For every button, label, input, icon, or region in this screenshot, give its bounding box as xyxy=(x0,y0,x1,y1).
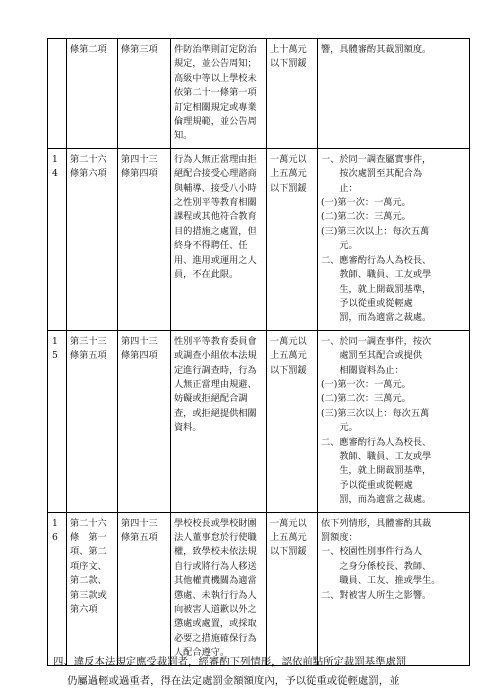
cell-text-line: 目的措施之處置，但 xyxy=(174,225,257,237)
violation-description-cell xyxy=(171,512,267,665)
cell-text-line: 妨礙或拒絕配合調 xyxy=(174,393,248,405)
cell-text-line: (二)第二次：三萬元。 xyxy=(321,211,411,223)
cell-text-line: 性別平等教育委員會 xyxy=(174,335,257,347)
cell-text-line: 第二十六 xyxy=(70,153,107,165)
cell-text-line: 以下罰鍰 xyxy=(270,58,307,70)
cell-text-line: 一、於同一調查屬實事件， xyxy=(321,153,432,165)
cell-text-line: 罰，而為適當之裁處。 xyxy=(321,312,432,324)
cell-text-line: (一)第一次：一萬元。 xyxy=(321,197,411,209)
article-cell xyxy=(67,39,118,149)
paragraph-four xyxy=(53,653,471,691)
cell-text-line: 第四十三 xyxy=(121,153,158,165)
cell-text-line: 以下罰鍰 xyxy=(270,546,307,558)
cell-text-line: 條第五項 xyxy=(70,350,107,362)
cell-text-line: (三)第三次以上：每次五萬 xyxy=(321,225,430,237)
cell-text-line: 一、校園性別事件行為人 xyxy=(321,546,423,558)
cell-text-line: 員，不在此限。 xyxy=(174,269,239,281)
cell-text-line: 予以從重或從輕處 xyxy=(321,297,413,309)
cell-text-line: 一萬元以 xyxy=(270,153,307,165)
cell-text-line: 條第六項 xyxy=(70,168,107,180)
cell-text-line: 上五萬元 xyxy=(270,532,307,543)
fine-amount-cell xyxy=(267,512,318,665)
penalty-table xyxy=(47,38,470,666)
table-row xyxy=(48,39,470,149)
cell-text-line: 上五萬元 xyxy=(270,168,307,180)
cell-text-line: 一萬元以 xyxy=(270,517,307,529)
violation-description-cell xyxy=(171,148,267,330)
cell-text-line: 第四十三 xyxy=(121,335,158,347)
table-row xyxy=(48,330,470,512)
cell-text-line: 資料。 xyxy=(174,422,202,434)
cell-text-line: 項、第二 xyxy=(70,546,107,558)
cell-text-line: 終身不得聘任、任 xyxy=(174,240,248,252)
cell-text-line: 人無正當理由規避、 xyxy=(174,378,257,390)
cell-text-line: 教師、職員、工友或學 xyxy=(321,269,432,281)
cell-text-line: 與輔導、接受八小時 xyxy=(174,182,257,194)
reference-cell xyxy=(118,330,171,512)
paragraph-line-2: 仍屬過輕或過重者，得在法定處罰金額額度內，予以從重或從輕處罰，並 xyxy=(67,675,400,687)
cell-text-line: 二、應審酌行為人為校長、 xyxy=(321,436,432,448)
cell-text-line: 上五萬元 xyxy=(270,350,307,362)
cell-text-line: 必要之措施確保行為 xyxy=(174,632,257,644)
cell-text-line: 上十萬元 xyxy=(270,44,307,55)
fine-amount-cell xyxy=(267,148,318,330)
cell-text-line: 條第三項 xyxy=(121,44,158,55)
cell-text-line: 第四十三 xyxy=(121,517,158,529)
cell-text-line: 規定，並公告周知； xyxy=(174,58,257,70)
cell-text-line: 第六項 xyxy=(70,604,98,616)
fine-amount-cell xyxy=(267,330,318,512)
reference-cell xyxy=(118,512,171,665)
article-cell xyxy=(67,512,118,665)
cell-text-line: 響，具體審酌其裁罰額度。 xyxy=(321,44,432,55)
cell-text-line: 懲處或處置，或採取 xyxy=(174,618,257,630)
cell-text-line: 止： xyxy=(321,182,358,194)
cell-text-line: 用、進用或運用之人 xyxy=(174,254,257,266)
cell-text-line: 元。 xyxy=(321,240,358,252)
cell-text-line: 其他權責機關為適當 xyxy=(174,575,257,587)
cell-text-line: 相關資料為止： xyxy=(321,364,404,376)
cell-text-line: 或調查小組依本法規 xyxy=(174,350,257,362)
cell-text-line: 向被害人道歉以外之 xyxy=(174,604,257,616)
cell-text-line: 定進行調查時，行為 xyxy=(174,364,257,376)
cell-text-line: 懲處、未執行行為人 xyxy=(174,589,257,601)
cell-text-line: 查，或拒絕提供相關 xyxy=(174,407,257,419)
cell-text-line: 訂定相關規定或專業 xyxy=(174,101,257,113)
cell-text-line: 條第五項 xyxy=(121,532,158,543)
cell-text-line: 高級中等以上學校未 xyxy=(174,72,257,84)
cell-text-line: 職員、工友、推或學生。 xyxy=(321,575,441,587)
cell-text-line: 絕配合接受心理諮商 xyxy=(174,168,257,180)
cell-text-line: 予以從重或從輕處 xyxy=(321,479,413,491)
cell-text-line: 以下罰鍰 xyxy=(270,364,307,376)
cell-text-line: 之身分係校長、教師、 xyxy=(321,560,432,572)
cell-text-line: 條第四項 xyxy=(121,168,158,180)
cell-text-line: 一萬元以 xyxy=(270,335,307,347)
cell-text-line: 生，就上開裁罰基準， xyxy=(321,283,432,295)
penalty-table-body xyxy=(48,39,470,666)
row-number-cell: 14 xyxy=(48,148,67,330)
cell-text-line: 二、應審酌行為人為校長、 xyxy=(321,254,432,266)
table-row xyxy=(48,512,470,665)
cell-text-line: 元。 xyxy=(321,422,358,434)
article-cell xyxy=(67,330,118,512)
cell-text-line: 一、於同一調查事件，按次 xyxy=(321,335,432,347)
paragraph-line-1: 四、違反本法規定應受裁罰者，經審酌下列情形，認依前點所定裁罰基準處罰 xyxy=(53,656,407,668)
row-number-cell xyxy=(48,39,67,149)
cell-text-line: 按次處罰至其配合為 xyxy=(321,168,423,180)
cell-text-line: (一)第一次：一萬元。 xyxy=(321,378,411,390)
penalty-standard-cell xyxy=(318,39,470,149)
cell-text-line: 罰，而為適當之裁處。 xyxy=(321,494,432,506)
cell-text-line: 知。 xyxy=(174,130,193,142)
cell-text-line: 法人董事怠於行使職 xyxy=(174,532,257,543)
penalty-standard-cell xyxy=(318,330,470,512)
reference-cell xyxy=(118,148,171,330)
cell-text-line: 以下罰鍰 xyxy=(270,182,307,194)
row-number-cell: 15 xyxy=(48,330,67,512)
cell-text-line: 項序文、 xyxy=(70,560,107,572)
cell-text-line: 自行或將行為人移送 xyxy=(174,560,257,572)
cell-text-line: 權，致學校未依法規 xyxy=(174,546,257,558)
cell-text-line: (三)第三次以上：每次五萬 xyxy=(321,407,430,419)
cell-text-line: 條 第一 xyxy=(70,532,107,543)
cell-text-line: 第三款或 xyxy=(70,589,107,601)
cell-text-line: 條第四項 xyxy=(121,350,158,362)
cell-text-line: 教師、職員、工友或學 xyxy=(321,450,432,462)
cell-text-line: 之性別平等教育相關 xyxy=(174,197,257,209)
cell-text-line: 倫理規範，並公告周 xyxy=(174,116,257,128)
cell-text-line: 第三十三 xyxy=(70,335,107,347)
row-number-cell: 16 xyxy=(48,512,67,665)
cell-text-line: 第二款、 xyxy=(70,575,107,587)
cell-text-line: 處罰至其配合或提供 xyxy=(321,350,423,362)
cell-text-line: (二)第二次：三萬元。 xyxy=(321,393,411,405)
cell-text-line: 課程或其他符合教育 xyxy=(174,211,257,223)
cell-text-line: 第二十六 xyxy=(70,517,107,529)
cell-text-line: 罰額度： xyxy=(321,532,358,543)
violation-description-cell xyxy=(171,39,267,149)
cell-text-line: 行為人無正當理由拒 xyxy=(174,153,257,165)
table-row xyxy=(48,148,470,330)
penalty-standard-cell xyxy=(318,148,470,330)
cell-text-line: 條第二項 xyxy=(70,44,107,55)
cell-text-line: 生，就上開裁罰基準， xyxy=(321,465,432,477)
cell-text-line: 依下列情形，具體審酌其裁 xyxy=(321,517,432,529)
article-cell xyxy=(67,148,118,330)
violation-description-cell xyxy=(171,330,267,512)
cell-text-line: 依第二十一條第一項 xyxy=(174,87,257,99)
cell-text-line: 學校校長或學校財團 xyxy=(174,517,257,529)
cell-text-line: 二、對被害人所生之影響。 xyxy=(321,589,432,601)
reference-cell xyxy=(118,39,171,149)
cell-text-line: 件防治準則訂定防治 xyxy=(174,44,257,55)
cell-text-line: 人配合遵守。 xyxy=(174,647,230,659)
fine-amount-cell xyxy=(267,39,318,149)
penalty-standard-cell xyxy=(318,512,470,665)
